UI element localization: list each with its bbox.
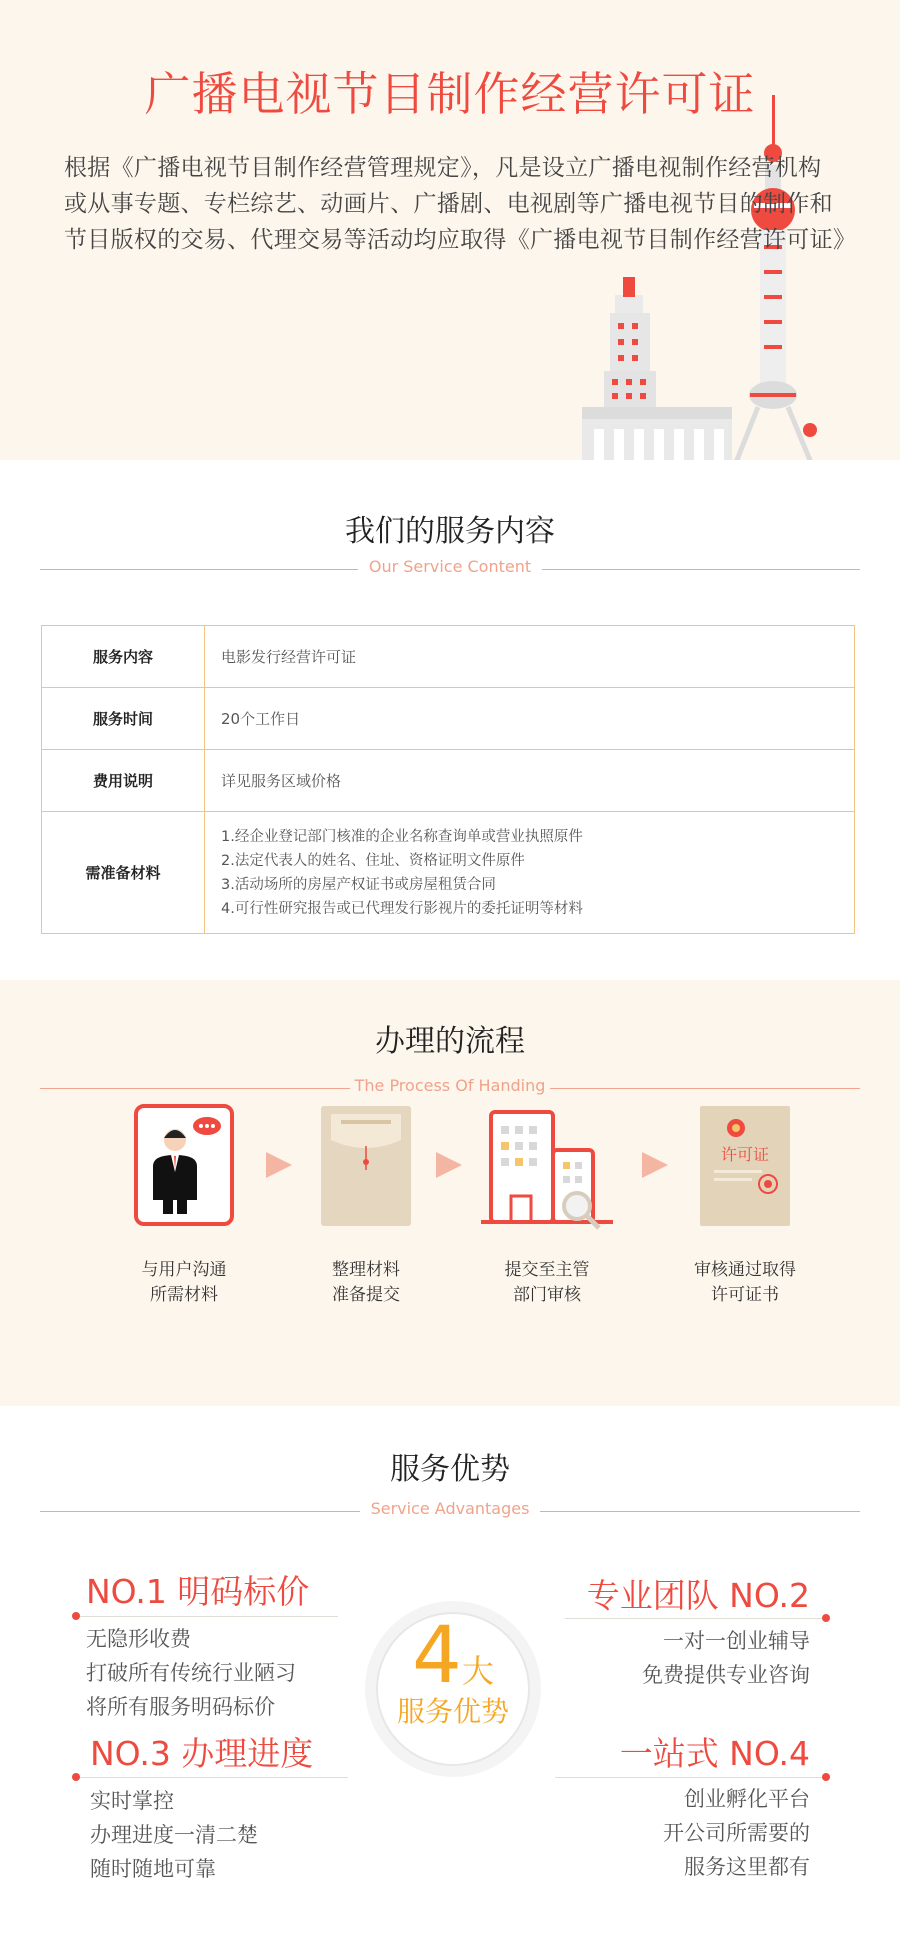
advantage-line: 实时掌控	[90, 1789, 174, 1813]
divider-line	[540, 1511, 860, 1512]
step-label	[104, 1258, 264, 1308]
table-key: 需准备材料	[42, 812, 205, 934]
process-section	[0, 980, 900, 1406]
step-label	[665, 1258, 825, 1308]
center-badge-text	[360, 1611, 546, 1730]
hero-title: 广播电视节目制作经营许可证	[144, 67, 756, 121]
advantage-line: 办理进度一清二楚	[90, 1823, 258, 1847]
material-item: 1.经企业登记部门核准的企业名称查询单或营业执照原件	[221, 828, 583, 845]
connector-line	[78, 1616, 338, 1617]
license-label: 许可证	[720, 1145, 770, 1164]
document-folder-icon	[311, 1100, 421, 1230]
advantage-line: 创业孵化平台	[684, 1787, 810, 1811]
advantage-line: 将所有服务明码标价	[86, 1695, 275, 1719]
consult-person-icon	[129, 1100, 239, 1230]
material-item: 4.可行性研究报告或已代理发行影视片的委托证明等材料	[221, 900, 583, 917]
advantage-line: 免费提供专业咨询	[642, 1663, 810, 1687]
advantage-line: 打破所有传统行业陋习	[86, 1661, 296, 1685]
table-row	[42, 750, 855, 812]
table-key: 服务时间	[42, 688, 205, 750]
advantage-line: 随时随地可靠	[90, 1857, 216, 1881]
table-value: 20个工作日	[205, 688, 855, 750]
hero-banner	[0, 0, 900, 460]
materials-list	[205, 812, 855, 934]
step-label	[286, 1258, 446, 1308]
center-big: 大	[461, 1652, 494, 1690]
bullet-dot	[72, 1773, 80, 1781]
section-subtitle: Service Advantages	[370, 1499, 530, 1518]
table-key: 服务内容	[42, 626, 205, 688]
section-subtitle: Our Service Content	[368, 557, 532, 576]
table-key: 费用说明	[42, 750, 205, 812]
step-label-line: 所需材料	[150, 1285, 218, 1305]
hero-description	[64, 150, 874, 258]
center-caption: 服务优势	[396, 1695, 509, 1728]
process-step	[286, 1100, 446, 1308]
arrow-right-icon	[436, 1152, 462, 1178]
advantage-heading: NO.3 办理进度	[90, 1734, 314, 1773]
process-step	[665, 1100, 825, 1308]
advantage-heading: NO.1 明码标价	[86, 1572, 310, 1611]
bullet-dot	[822, 1773, 830, 1781]
service-table	[41, 625, 855, 934]
step-label-line: 准备提交	[332, 1285, 400, 1305]
connector-line	[565, 1618, 827, 1619]
section-title: 服务优势	[390, 1452, 510, 1487]
table-row	[42, 626, 855, 688]
hero-description-line: 根据《广播电视节目制作经营管理规定》，凡是设立广播电视制作经营机构	[64, 155, 822, 181]
center-number: 4	[412, 1611, 462, 1701]
bullet-dot	[822, 1614, 830, 1622]
step-label-line: 提交至主管	[504, 1260, 590, 1280]
material-item: 3.活动场所的房屋产权证书或房屋租赁合同	[221, 876, 496, 893]
advantage-lines	[90, 1784, 258, 1886]
table-value: 电影发行经营许可证	[205, 626, 855, 688]
advantage-line: 无隐形收费	[86, 1627, 191, 1651]
divider-line	[542, 569, 860, 570]
table-row	[42, 688, 855, 750]
license-certificate-icon	[690, 1100, 800, 1230]
advantages-section	[0, 1406, 900, 1950]
bullet-dot	[72, 1612, 80, 1620]
section-subtitle: The Process Of Handing	[354, 1076, 546, 1095]
section-title: 我们的服务内容	[345, 514, 555, 549]
table-row	[42, 812, 855, 934]
connector-line	[78, 1777, 348, 1778]
step-label-line: 部门审核	[513, 1285, 581, 1305]
advantage-line: 开公司所需要的	[663, 1821, 810, 1845]
step-label-line: 审核通过取得	[694, 1260, 796, 1280]
advantage-line: 一对一创业辅导	[663, 1629, 810, 1653]
step-label-line: 整理材料	[332, 1260, 400, 1280]
section-title: 办理的流程	[375, 1024, 525, 1059]
building-review-icon	[477, 1100, 617, 1230]
advantage-heading: 一站式 NO.4	[619, 1734, 810, 1773]
step-label-line: 许可证书	[711, 1285, 779, 1305]
section-subtitle-row	[40, 1076, 860, 1100]
service-content-section	[0, 460, 900, 980]
process-step	[104, 1100, 264, 1308]
section-subtitle-row	[40, 557, 860, 581]
table-value: 详见服务区域价格	[205, 750, 855, 812]
step-label	[467, 1258, 627, 1308]
hero-description-line: 节目版权的交易、代理交易等活动均应取得《广播电视节目制作经营许可证》	[64, 227, 857, 253]
divider-line	[550, 1088, 860, 1089]
process-steps	[0, 1100, 900, 1340]
advantage-lines	[86, 1622, 296, 1724]
connector-line	[555, 1777, 827, 1778]
section-subtitle-row	[40, 1499, 860, 1523]
process-step	[467, 1100, 627, 1308]
hero-description-line: 或从事专题、专栏综艺、动画片、广播剧、电视剧等广播电视节目的制作和	[64, 191, 833, 217]
advantage-lines	[642, 1624, 810, 1692]
advantage-line: 服务这里都有	[684, 1855, 810, 1879]
material-item: 2.法定代表人的姓名、住址、资格证明文件原件	[221, 852, 525, 869]
step-label-line: 与用户沟通	[141, 1260, 227, 1280]
center-badge	[360, 1596, 546, 1782]
advantage-heading: 专业团队 NO.2	[586, 1576, 810, 1615]
advantage-lines	[663, 1782, 810, 1884]
